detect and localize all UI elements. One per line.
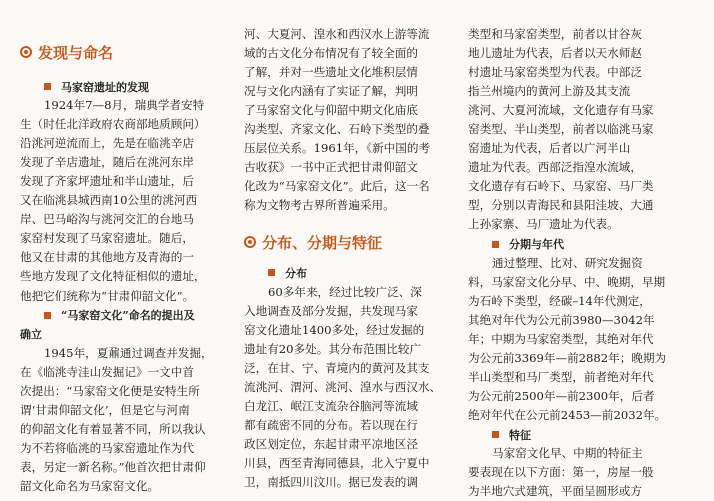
subhead-text: 分期与年代 — [509, 238, 564, 252]
text-line: 文化遗存有石岭下、马家窑、马厂类 — [468, 179, 654, 194]
text-line: 绝对年代在公元前2453—前2032年。 — [468, 407, 667, 422]
text-line: 要表现在以下方面：第一，房屋一般 — [468, 465, 654, 480]
section-title-text: 发现与命名 — [38, 43, 114, 62]
text-line: 压层位关系。1961年，《新中国的考 — [244, 141, 431, 156]
text-line: 化改为“马家窑文化”。此后，这一名 — [244, 179, 430, 194]
text-line: 了马家窑文化与仰韶中期文化庙底 — [244, 103, 418, 118]
text-line: 遗址有20多处。其分布范围比较广 — [244, 341, 422, 356]
paragraph-features — [468, 444, 674, 501]
text-line: 1924年7—8月，瑞典学者安特 — [44, 98, 205, 113]
text-line: 窑类型、半山类型，前者以临洮马家 — [468, 122, 654, 137]
text-line: 为半地穴式建筑，平面呈圆形或方 — [468, 484, 642, 499]
text-line: 流洮河、渭河、洮河、湟水与西汉水、 — [244, 379, 442, 394]
paragraph-periods — [468, 254, 674, 425]
paragraph-distribution — [244, 283, 456, 493]
subhead-features — [468, 425, 674, 444]
subhead-text: 分布 — [285, 266, 307, 280]
text-line: 表，另定一新名称。”他首次把甘肃仰 — [20, 459, 206, 474]
text-line: 政区划定位，东起甘肃平凉地区泾 — [244, 436, 418, 451]
text-line: 窑文化遗址1400多处，经过发掘的 — [244, 322, 425, 337]
text-line: 地儿遗址为代表，后者以天水师赵 — [468, 46, 642, 61]
text-line: 窑遗址为代表，后者以广河半山 — [468, 141, 631, 156]
subhead-text: “马家窑文化”命名的提出及 — [61, 309, 195, 323]
column-1 — [20, 40, 230, 496]
text-line: 其绝对年代为公元前3980—3042年 — [468, 312, 655, 327]
subhead-text: 确立 — [20, 328, 42, 342]
text-line: 些地方发现了文化特征相似的遗址， — [20, 269, 206, 284]
text-line: 1945年，夏鼐通过调查并发掘， — [44, 345, 213, 360]
subhead-site-discovery — [20, 77, 230, 96]
text-line: 60多年来，经过比较广泛、深 — [268, 284, 422, 299]
text-line: 为不若将临洮的马家窑遗址作为代 — [20, 440, 194, 455]
column-2 — [244, 25, 456, 492]
text-line: 家窑村发现了马家窑遗址。随后， — [20, 231, 194, 246]
square-bullet-icon — [268, 269, 275, 276]
text-line: 他又在甘肃的其他地方及青海的一 — [20, 250, 194, 265]
text-line: 型，分别以青海民和县阳洼坡、大通 — [468, 198, 654, 213]
text-line: 都有疏密不同的分布。若以现在行 — [244, 417, 418, 432]
text-line: 况与文化内涵有了实证了解，判明 — [244, 84, 418, 99]
paragraph-anderson — [20, 96, 230, 306]
text-line: 的仰韶文化有着显著不同，所以我认 — [20, 421, 206, 436]
text-line: 半山类型和马厂类型，前者绝对年代 — [468, 369, 654, 384]
text-line: 年；中期为马家窑类型，其绝对年代 — [468, 331, 654, 346]
text-line: 通过整理、比对、研究发掘资 — [492, 255, 643, 270]
text-line: 为公元前3369年—前2882年；晚期为 — [468, 350, 667, 365]
paragraph-regions — [468, 25, 674, 235]
text-line: 川县，西至青海同德县，北入宁夏中 — [244, 455, 430, 470]
paragraph-xia-nai — [20, 344, 230, 496]
text-line: 泛，在甘、宁、青境内的黄河及其支 — [244, 360, 430, 375]
text-line: 发现了齐家坪遗址和半山遗址，后 — [20, 174, 194, 189]
text-line: 古收获》一书中正式把甘肃仰韶文 — [244, 160, 418, 175]
text-line: 沿洮河逆流而上，先是在临洮辛店 — [20, 136, 194, 151]
text-line: 域的古文化分布情况有了较全面的 — [244, 46, 418, 61]
text-line: 又在临洮县城西南10公里的洮河西 — [20, 193, 198, 208]
section-title-text: 分布、分期与特征 — [262, 233, 383, 252]
text-line: 洮河、大夏河流域，文化遗存有马家 — [468, 103, 654, 118]
square-bullet-icon — [492, 241, 499, 248]
square-bullet-icon — [492, 431, 499, 438]
text-line: 发现了辛店遗址，随后在洮河东岸 — [20, 155, 194, 170]
section-circle-icon — [244, 236, 256, 248]
section-title-discovery — [20, 40, 230, 64]
text-line: 卫，南抵四川汶川。据已发表的调 — [244, 474, 418, 489]
text-line: 他把它们统称为“甘肃仰韶文化”。 — [20, 288, 195, 303]
square-bullet-icon — [44, 312, 51, 319]
subhead-text: 马家窑遗址的发现 — [61, 80, 149, 94]
text-line: 谓‘甘肃仰韶文化’，但是它与河南 — [20, 402, 190, 417]
text-line: 为石岭下类型，经碳–14年代测定， — [468, 293, 651, 308]
subhead-text: 特征 — [509, 428, 531, 442]
text-line: 料，马家窑文化分早、中、晚期，早期 — [468, 274, 666, 289]
text-line: 为公元前2500年—前2300年，后者 — [468, 388, 655, 403]
text-line: 入地调查及部分发掘，共发现马家 — [244, 303, 418, 318]
square-bullet-icon — [44, 83, 51, 90]
text-line: 马家窑文化早、中期的特征主 — [492, 446, 643, 461]
text-line: 韶文化命名为马家窑文化。 — [20, 478, 160, 493]
text-line: 指兰州境内的黄河上游及其支流 — [468, 84, 631, 99]
section-circle-icon — [20, 46, 32, 58]
text-line: 岸、巴马峪沟与洮河交汇的台地马 — [20, 212, 194, 227]
text-line: 了解，并对一些遗址文化堆积层情 — [244, 65, 418, 80]
text-line: 河、大夏河、湟水和西汉水上游等流 — [244, 27, 430, 41]
subhead-distribution — [244, 263, 456, 282]
section-title-distribution — [244, 230, 456, 254]
text-line: 称为文物考古界所普遍采用。 — [244, 198, 395, 213]
paragraph-survey — [244, 25, 456, 215]
text-line: 生（时任北洋政府农商部地质顾问） — [20, 117, 206, 132]
text-line: 白龙江、岷江支流杂谷脑河等流域 — [244, 398, 418, 413]
subhead-periods — [468, 235, 674, 254]
text-line: 村遗址马家窑类型为代表。中部泛 — [468, 65, 642, 80]
text-line: 遗址为代表。西部泛指湟水流域， — [468, 160, 642, 175]
subhead-naming — [20, 306, 230, 325]
text-line: 次提出：“马家窑文化便是安特生所 — [20, 383, 200, 398]
text-line: 类型和马家窑类型，前者以甘谷灰 — [468, 27, 642, 41]
text-line: 沟类型、齐家文化、石岭下类型的叠 — [244, 122, 430, 137]
subhead-naming-cont — [20, 325, 230, 344]
column-3 — [468, 25, 674, 501]
text-line: 在《临洮寺洼山发掘记》一文中首 — [20, 364, 194, 379]
text-line: 上孙家寨、马厂遗址为代表。 — [468, 217, 619, 232]
